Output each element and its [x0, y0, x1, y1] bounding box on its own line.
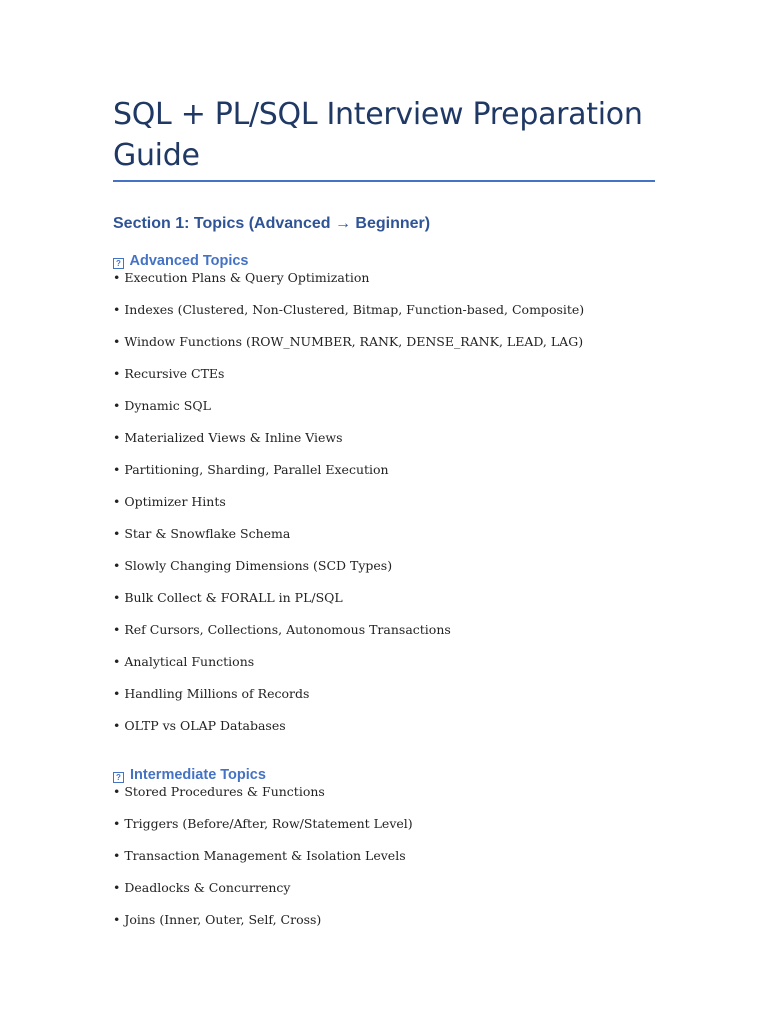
intermediate-topics-label: Intermediate Topics: [130, 767, 266, 783]
list-item: • Optimizer Hints: [113, 494, 226, 509]
list-item: • Handling Millions of Records: [113, 686, 310, 701]
list-item: • Recursive CTEs: [113, 366, 225, 381]
missing-glyph-icon: ?: [113, 772, 124, 783]
list-item: • Transaction Management & Isolation Levels: [113, 848, 406, 863]
list-item: • Analytical Functions: [113, 654, 255, 669]
section-1-heading: Section 1: Topics (Advanced → Beginner): [113, 215, 431, 232]
title-underline: [113, 180, 655, 182]
intermediate-topics-list: [113, 784, 655, 944]
list-item: • Stored Procedures & Functions: [113, 784, 325, 799]
list-item: • Triggers (Before/After, Row/Statement Level): [113, 816, 413, 831]
intermediate-topics-heading: [113, 766, 655, 784]
list-item: • Execution Plans & Query Optimization: [113, 270, 370, 285]
missing-glyph-icon: ?: [113, 258, 124, 269]
advanced-topics-list: [113, 270, 655, 750]
advanced-topics-label: Advanced Topics: [129, 253, 249, 269]
list-item: • Window Functions (ROW_NUMBER, RANK, DENSE_RANK, LEAD, LAG): [113, 334, 584, 349]
list-item: • Bulk Collect & FORALL in PL/SQL: [113, 590, 343, 605]
document-title: SQL + PL/SQL Interview Preparation Guide: [113, 97, 643, 173]
list-item: • Slowly Changing Dimensions (SCD Types): [113, 558, 393, 573]
list-item: • Joins (Inner, Outer, Self, Cross): [113, 912, 322, 927]
list-item: • Materialized Views & Inline Views: [113, 430, 343, 445]
list-item: • Star & Snowflake Schema: [113, 526, 291, 541]
list-item: • Deadlocks & Concurrency: [113, 880, 291, 895]
list-item: • OLTP vs OLAP Databases: [113, 718, 286, 733]
list-item: • Indexes (Clustered, Non-Clustered, Bitmap, Function-based, Composite): [113, 302, 585, 317]
list-item: • Ref Cursors, Collections, Autonomous Transactions: [113, 622, 451, 637]
advanced-topics-heading: [113, 252, 655, 270]
document-content: [113, 94, 655, 944]
list-item: • Dynamic SQL: [113, 398, 211, 413]
list-item: • Partitioning, Sharding, Parallel Execution: [113, 462, 389, 477]
